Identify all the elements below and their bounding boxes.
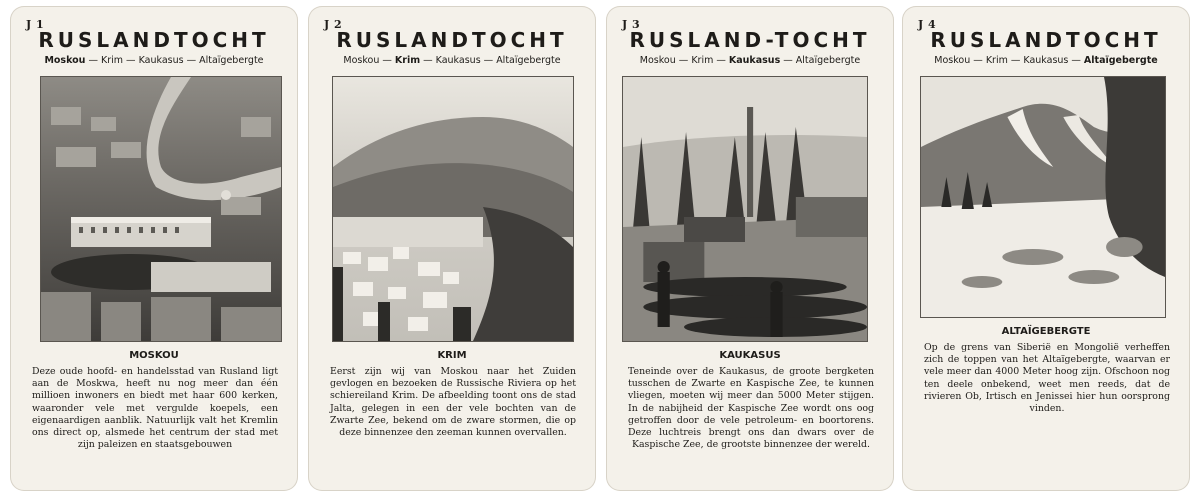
- card-subtitle: [308, 55, 596, 66]
- photo-krim: [332, 76, 574, 342]
- subtitle-altai: Altaïgebergte: [1083, 55, 1158, 66]
- subtitle-altai: Altaïgebergte: [199, 55, 264, 66]
- subtitle-krim: Krim: [394, 55, 421, 66]
- subtitle-kaukasus: Kaukasus: [138, 55, 184, 66]
- photo-kaukasus: [622, 76, 868, 342]
- subtitle-separator: —: [183, 55, 200, 66]
- card-description: Op de grens van Siberië en Mongolië verheffen zich de toppen van het Altaïgebergte, waarvan er vele meer dan 4000 Meter hoog zijn. Ofschoon nog ten deele onbekend, weet men reeds, dat de rivieren Ob, Irtisch en Jenissei hier hun oorsprong vinden.: [924, 342, 1170, 415]
- subtitle-krim: Krim: [985, 55, 1008, 66]
- subtitle-separator: —: [480, 55, 497, 66]
- subtitle-separator: —: [1007, 55, 1024, 66]
- card-code: J 2: [324, 18, 343, 31]
- card-kaukasus[interactable]: [606, 6, 894, 491]
- card-title: RUSLANDTOCHT: [38, 28, 270, 52]
- card-code: J 1: [26, 18, 45, 31]
- subtitle-separator: —: [970, 55, 986, 66]
- card-altaigebergte[interactable]: [902, 6, 1190, 491]
- subtitle-separator: —: [713, 55, 729, 66]
- photo-altaigebergte: [920, 76, 1166, 318]
- card-description: Eerst zijn wij van Moskou naar het Zuiden gevlogen en bezoeken de Russische Riviera op het schiereiland Krim. De afbeelding toont ons de stad Jalta, gelegen in een der vele bochten van de Zwarte Zee, bekend om de zware stormen, die op deze binnenzee den zeeman kunnen overvallen.: [330, 366, 576, 439]
- card-subtitle: [606, 55, 894, 66]
- subtitle-separator: —: [780, 55, 796, 66]
- subtitle-krim: Krim: [101, 55, 124, 66]
- subtitle-kaukasus: Kaukasus: [435, 55, 481, 66]
- subtitle-separator: —: [1068, 55, 1084, 66]
- card-title: RUSLANDTOCHT: [336, 28, 568, 52]
- card-heading: KRIM: [437, 350, 467, 361]
- card-heading: MOSKOU: [129, 350, 179, 361]
- card-description: Deze oude hoofd- en handelsstad van Rusland ligt aan de Moskwa, heeft nu nog meer dan één millioen inwoners en biedt met haar 600 kerken, waaronder vele met vergulde koepels, een eigenaardigen aanblik. Natuurlijk valt het Kremlin ons direct op, alsmede het centrum der stad met zijn paleizen en staatsgebouwen: [32, 366, 278, 451]
- card-heading: ALTAÏGEBERGTE: [1001, 326, 1091, 337]
- subtitle-separator: —: [420, 55, 436, 66]
- subtitle-moskou: Moskou: [343, 55, 380, 66]
- card-code: J 3: [622, 18, 641, 31]
- subtitle-moskou: Moskou: [639, 55, 676, 66]
- card-description: Teneinde over de Kaukasus, de groote bergketen tusschen de Zwarte en Kaspische Zee, te kunnen vliegen, moeten wij meer dan 5000 Meter stijgen. In de nabijheid der Kaspische Zee wordt ons oog getroffen door de vele petroleum- en boortorens. Deze luchtreis brengt ons dan dwars over de Kaspische Zee, de grootste binnenzee der wereld.: [628, 366, 874, 451]
- card-krim[interactable]: [308, 6, 596, 491]
- card-title: RUSLANDTOCHT: [930, 28, 1162, 52]
- card-subtitle: [10, 55, 298, 66]
- subtitle-kaukasus: Kaukasus: [728, 55, 781, 66]
- subtitle-kaukasus: Kaukasus: [1023, 55, 1069, 66]
- subtitle-moskou: Moskou: [44, 55, 86, 66]
- card-subtitle: [902, 55, 1190, 66]
- subtitle-separator: —: [675, 55, 692, 66]
- subtitle-altai: Altaïgebergte: [795, 55, 861, 66]
- subtitle-krim: Krim: [691, 55, 714, 66]
- subtitle-separator: —: [85, 55, 101, 66]
- card-title: RUSLAND-TOCHT: [629, 28, 871, 52]
- subtitle-altai: Altaïgebergte: [496, 55, 561, 66]
- photo-moskou: [40, 76, 282, 342]
- subtitle-separator: —: [379, 55, 395, 66]
- subtitle-separator: —: [123, 55, 139, 66]
- card-moskou[interactable]: [10, 6, 298, 491]
- subtitle-moskou: Moskou: [934, 55, 971, 66]
- card-code: J 4: [918, 18, 937, 31]
- card-heading: KAUKASUS: [719, 350, 781, 361]
